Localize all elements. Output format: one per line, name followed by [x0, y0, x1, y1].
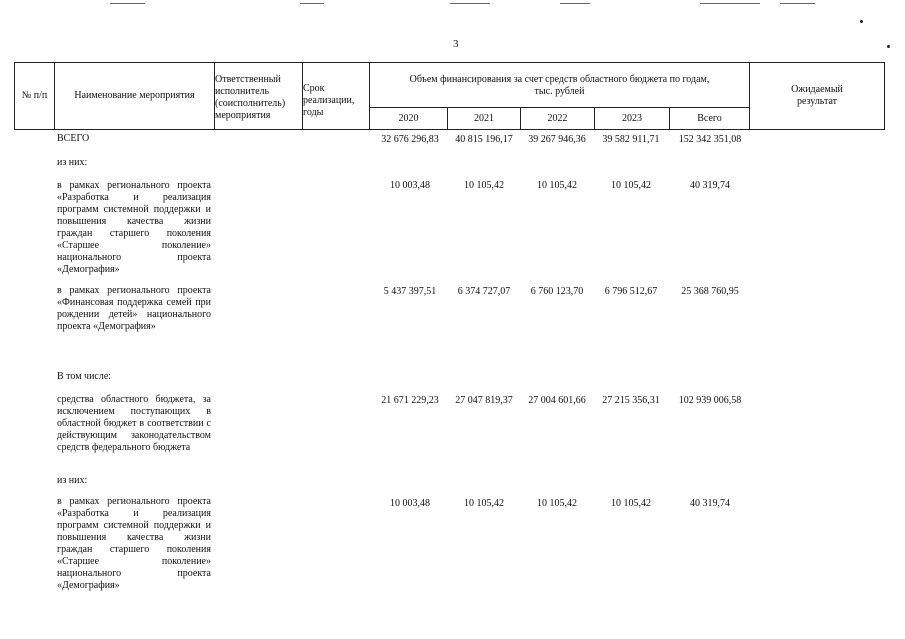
- row-family-support-total: 25 368 760,95: [681, 286, 739, 297]
- row-older-generation-name: в рамках регионального проекта «Разработка и реализация программ системной поддержки и повышения качества жизни граждан старшего поколения «Старшее поколение» национального проекта «Демография»: [57, 180, 211, 275]
- header-responsible: Ответственный исполнитель (соисполнитель) мероприятия: [215, 74, 286, 121]
- row-regional-budget-name: средства областного бюджета, за исключением поступающих в областной бюджет в соответствии с действующим законодательством средств федерального бюджета: [57, 394, 211, 453]
- row-total-name: ВСЕГО: [57, 133, 90, 144]
- header-term: Срок реализации, годы: [303, 83, 355, 118]
- row-regional-budget-2022: 27 004 601,66: [528, 395, 586, 406]
- page-number: 3: [453, 38, 459, 50]
- row-regional-budget-2020: 21 671 229,23: [381, 395, 439, 406]
- scan-artifact: [450, 3, 490, 4]
- row-of-them-label: из них:: [57, 157, 88, 168]
- row-total-2021: 40 815 196,17: [455, 134, 513, 145]
- row-including-label: В том числе:: [57, 371, 112, 382]
- header-year-2021: 2021: [474, 112, 494, 124]
- scan-artifact: [560, 3, 590, 4]
- row-family-support-2021: 6 374 727,07: [457, 286, 511, 297]
- row-total-2023: 39 582 911,71: [602, 134, 660, 145]
- row-older-generation-2022: 10 105,42: [537, 180, 577, 191]
- row-of-them-label-2: из них:: [57, 475, 88, 486]
- row-regional-budget-2023: 27 215 356,31: [602, 395, 660, 406]
- row-older-generation-total-2: 40 319,74: [690, 498, 730, 509]
- row-older-generation-2023: 10 105,42: [611, 180, 651, 191]
- row-total-all: 152 342 351,08: [678, 134, 742, 145]
- row-family-support-name: в рамках регионального проекта «Финансовая поддержка семей при рождении детей» национального проекта «Демография»: [57, 285, 211, 332]
- scan-artifact: [300, 3, 324, 4]
- scan-artifact: [110, 3, 145, 4]
- row-older-generation-2020: 10 003,48: [390, 180, 430, 191]
- row-older-generation-2020-2: 10 003,48: [390, 498, 430, 509]
- row-family-support-2022: 6 760 123,70: [530, 286, 584, 297]
- scan-artifact: [700, 3, 760, 4]
- header-year-2022: 2022: [547, 112, 568, 124]
- header-year-2020: 2020: [398, 112, 419, 124]
- row-family-support-2020: 5 437 397,51: [383, 286, 437, 297]
- row-regional-budget-2021: 27 047 819,37: [455, 395, 513, 406]
- header-number: № п/п: [21, 89, 48, 101]
- row-family-support-2023: 6 796 512,67: [604, 286, 658, 297]
- scan-artifact: [780, 3, 815, 4]
- row-total-2022: 39 267 946,36: [528, 134, 586, 145]
- table-header: [14, 62, 885, 130]
- row-older-generation-2021-2: 10 105,42: [464, 498, 504, 509]
- header-total: Всего: [697, 112, 722, 124]
- header-financing: Объем финансирования за счет средств областного бюджета по годам, тыс. рублей: [409, 74, 710, 97]
- row-regional-budget-total: 102 939 006,58: [678, 395, 742, 406]
- header-year-2023: 2023: [622, 112, 642, 124]
- scan-speck: [860, 20, 863, 23]
- row-older-generation-2022-2: 10 105,42: [537, 498, 577, 509]
- header-result: Ожидаемый результат: [791, 83, 843, 107]
- row-older-generation-total: 40 319,74: [690, 180, 730, 191]
- scan-speck: [887, 45, 890, 48]
- row-older-generation-2023-2: 10 105,42: [611, 498, 651, 509]
- row-older-generation-2021: 10 105,42: [464, 180, 504, 191]
- row-total-2020: 32 676 296,83: [381, 134, 439, 145]
- row-older-generation-name-2: в рамках регионального проекта «Разработка и реализация программ системной поддержки и повышения качества жизни граждан старшего поколения «Старшее поколение» национального проекта «Демография»: [57, 496, 211, 591]
- header-name: Наименование мероприятия: [74, 89, 195, 101]
